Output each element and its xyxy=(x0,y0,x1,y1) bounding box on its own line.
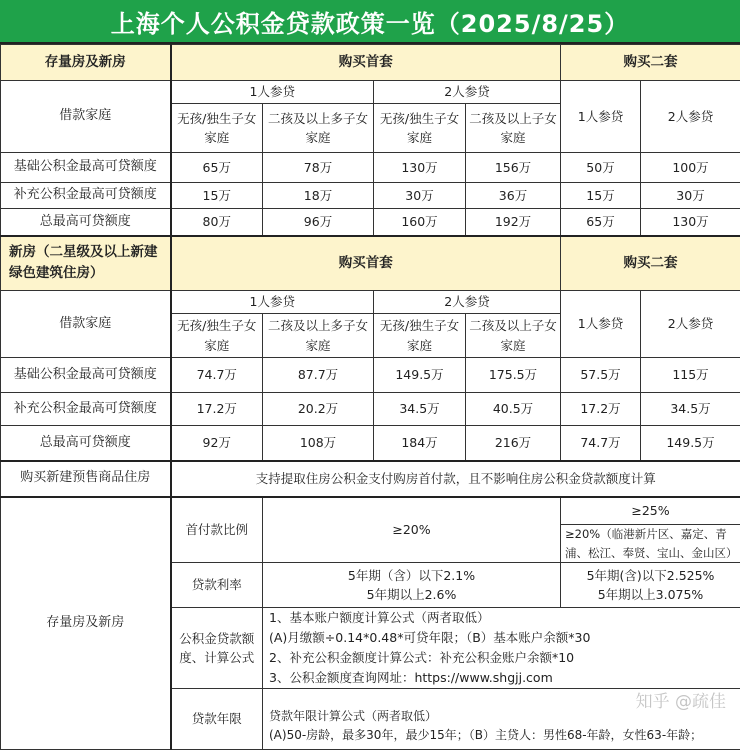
cell: 18万 xyxy=(263,183,374,209)
down-payment-label: 首付款比例 xyxy=(171,497,263,563)
formula-text xyxy=(263,608,740,689)
cell: 160万 xyxy=(374,209,466,236)
one-person-header: 1人参贷 xyxy=(171,81,374,104)
watermark: 知乎 @疏佳 xyxy=(635,692,726,712)
table-row xyxy=(1,183,740,209)
second-home-header: 购买二套 xyxy=(561,45,740,81)
family-label: 借款家庭 xyxy=(1,291,171,358)
formula-line: 1、基本账户额度计算公式（两者取低） xyxy=(269,610,490,625)
no-child-header: 无孩/独生子女家庭 xyxy=(374,104,466,153)
multi-child-header: 二孩及以上多子女家庭 xyxy=(263,104,374,153)
table-row xyxy=(1,426,740,461)
term-label: 贷款年限 xyxy=(171,689,263,750)
rate-first-line: 5年期以上2.6% xyxy=(366,587,457,602)
cell: 192万 xyxy=(466,209,561,236)
second-home-header: 购买二套 xyxy=(561,236,740,291)
table-row xyxy=(1,358,740,393)
formula-line: 3、公积金额度查询网址：https://www.shgjj.com xyxy=(269,670,553,685)
down-payment-second-b: ≥20%（临港新片区、嘉定、青浦、松江、奉贤、宝山、金山区） xyxy=(561,525,740,563)
multi-child-header: 二孩及以上子女家庭 xyxy=(466,314,561,358)
cell: 149.5万 xyxy=(374,358,466,393)
formula-line: 2、补充公积金额度计算公式：补充公积金账户余额*10 xyxy=(269,650,575,665)
presale-label: 购买新建预售商品住房 xyxy=(1,461,171,497)
one-person-header: 1人参贷 xyxy=(171,291,374,314)
table-row xyxy=(1,209,740,236)
cell: 65万 xyxy=(171,153,263,183)
second-one-person-header: 1人参贷 xyxy=(561,81,641,153)
two-person-header: 2人参贷 xyxy=(374,81,561,104)
presale-row xyxy=(1,461,740,497)
cell: 30万 xyxy=(374,183,466,209)
second-two-person-header: 2人参贷 xyxy=(641,81,740,153)
cell: 80万 xyxy=(171,209,263,236)
multi-child-header: 二孩及以上子女家庭 xyxy=(466,104,561,153)
cell: 36万 xyxy=(466,183,561,209)
cell: 96万 xyxy=(263,209,374,236)
row-label: 总最高可贷额度 xyxy=(1,209,171,236)
cell: 100万 xyxy=(641,153,740,183)
row-label: 总最高可贷额度 xyxy=(1,426,171,461)
cell: 74.7万 xyxy=(171,358,263,393)
first-home-header: 购买首套 xyxy=(171,236,561,291)
cell: 130万 xyxy=(374,153,466,183)
row-label: 基础公积金最高可贷额度 xyxy=(1,153,171,183)
cell: 156万 xyxy=(466,153,561,183)
cell: 87.7万 xyxy=(263,358,374,393)
table-row xyxy=(1,153,740,183)
down-payment-first: ≥20% xyxy=(263,497,561,563)
multi-child-header: 二孩及以上多子女家庭 xyxy=(263,314,374,358)
section1-label: 存量房及新房 xyxy=(1,45,171,81)
table-row xyxy=(1,393,740,426)
section2-label: 新房（二星级及以上新建绿色建筑住房） xyxy=(1,236,171,291)
rate-second xyxy=(561,563,740,608)
cell: 30万 xyxy=(641,183,740,209)
cell: 50万 xyxy=(561,153,641,183)
cell: 15万 xyxy=(561,183,641,209)
cell: 130万 xyxy=(641,209,740,236)
section2-header-row xyxy=(1,236,740,291)
cell: 92万 xyxy=(171,426,263,461)
rate-first-line: 5年期（含）以下2.1% xyxy=(347,567,476,583)
presale-text: 支持提取住房公积金支付购房首付款，且不影响住房公积金贷款额度计算 xyxy=(171,461,740,497)
term-text xyxy=(263,689,740,750)
rate-first xyxy=(263,563,561,608)
rate-label: 贷款利率 xyxy=(171,563,263,608)
two-person-header: 2人参贷 xyxy=(374,291,561,314)
term-line: 贷款年限计算公式（两者取低） xyxy=(269,708,438,723)
row-label: 补充公积金最高可贷额度 xyxy=(1,183,171,209)
cell: 17.2万 xyxy=(561,393,641,426)
second-one-person-header: 1人参贷 xyxy=(561,291,641,358)
second-two-person-header: 2人参贷 xyxy=(641,291,740,358)
no-child-header: 无孩/独生子女家庭 xyxy=(171,104,263,153)
row-label: 基础公积金最高可贷额度 xyxy=(1,358,171,393)
rate-second-line: 5年期以上3.075% xyxy=(597,587,704,602)
cell: 65万 xyxy=(561,209,641,236)
first-home-header: 购买首套 xyxy=(171,45,561,81)
no-child-header: 无孩/独生子女家庭 xyxy=(374,314,466,358)
formula-line: (A)月缴额÷0.14*0.48*可贷年限；（B）基本账户余额*30 xyxy=(269,630,591,645)
cell: 15万 xyxy=(171,183,263,209)
page-title: 上海个人公积金贷款政策一览（2025/8/25） xyxy=(0,0,740,44)
row-label: 补充公积金最高可贷额度 xyxy=(1,393,171,426)
cell: 34.5万 xyxy=(641,393,740,426)
rate-second-line: 5年期(含)以下2.525% xyxy=(586,567,715,583)
cell: 74.7万 xyxy=(561,426,641,461)
section1-header-row xyxy=(1,45,740,81)
cell: 115万 xyxy=(641,358,740,393)
cell: 34.5万 xyxy=(374,393,466,426)
cell: 17.2万 xyxy=(171,393,263,426)
formula-label: 公积金贷款额度、计算公式 xyxy=(171,608,263,689)
cell: 175.5万 xyxy=(466,358,561,393)
policy-table xyxy=(0,44,740,750)
cell: 108万 xyxy=(263,426,374,461)
cell: 149.5万 xyxy=(641,426,740,461)
term-line: (A)50-房龄，最多30年，最少15年；（B）主贷人：男性68-年龄，女性63-年龄； xyxy=(269,727,703,742)
cell: 216万 xyxy=(466,426,561,461)
cell: 57.5万 xyxy=(561,358,641,393)
cell: 78万 xyxy=(263,153,374,183)
no-child-header: 无孩/独生子女家庭 xyxy=(171,314,263,358)
cell: 20.2万 xyxy=(263,393,374,426)
down-payment-second-a: ≥25% xyxy=(561,497,740,525)
section3-label: 存量房及新房 xyxy=(1,497,171,750)
family-label: 借款家庭 xyxy=(1,81,171,153)
cell: 184万 xyxy=(374,426,466,461)
cell: 40.5万 xyxy=(466,393,561,426)
